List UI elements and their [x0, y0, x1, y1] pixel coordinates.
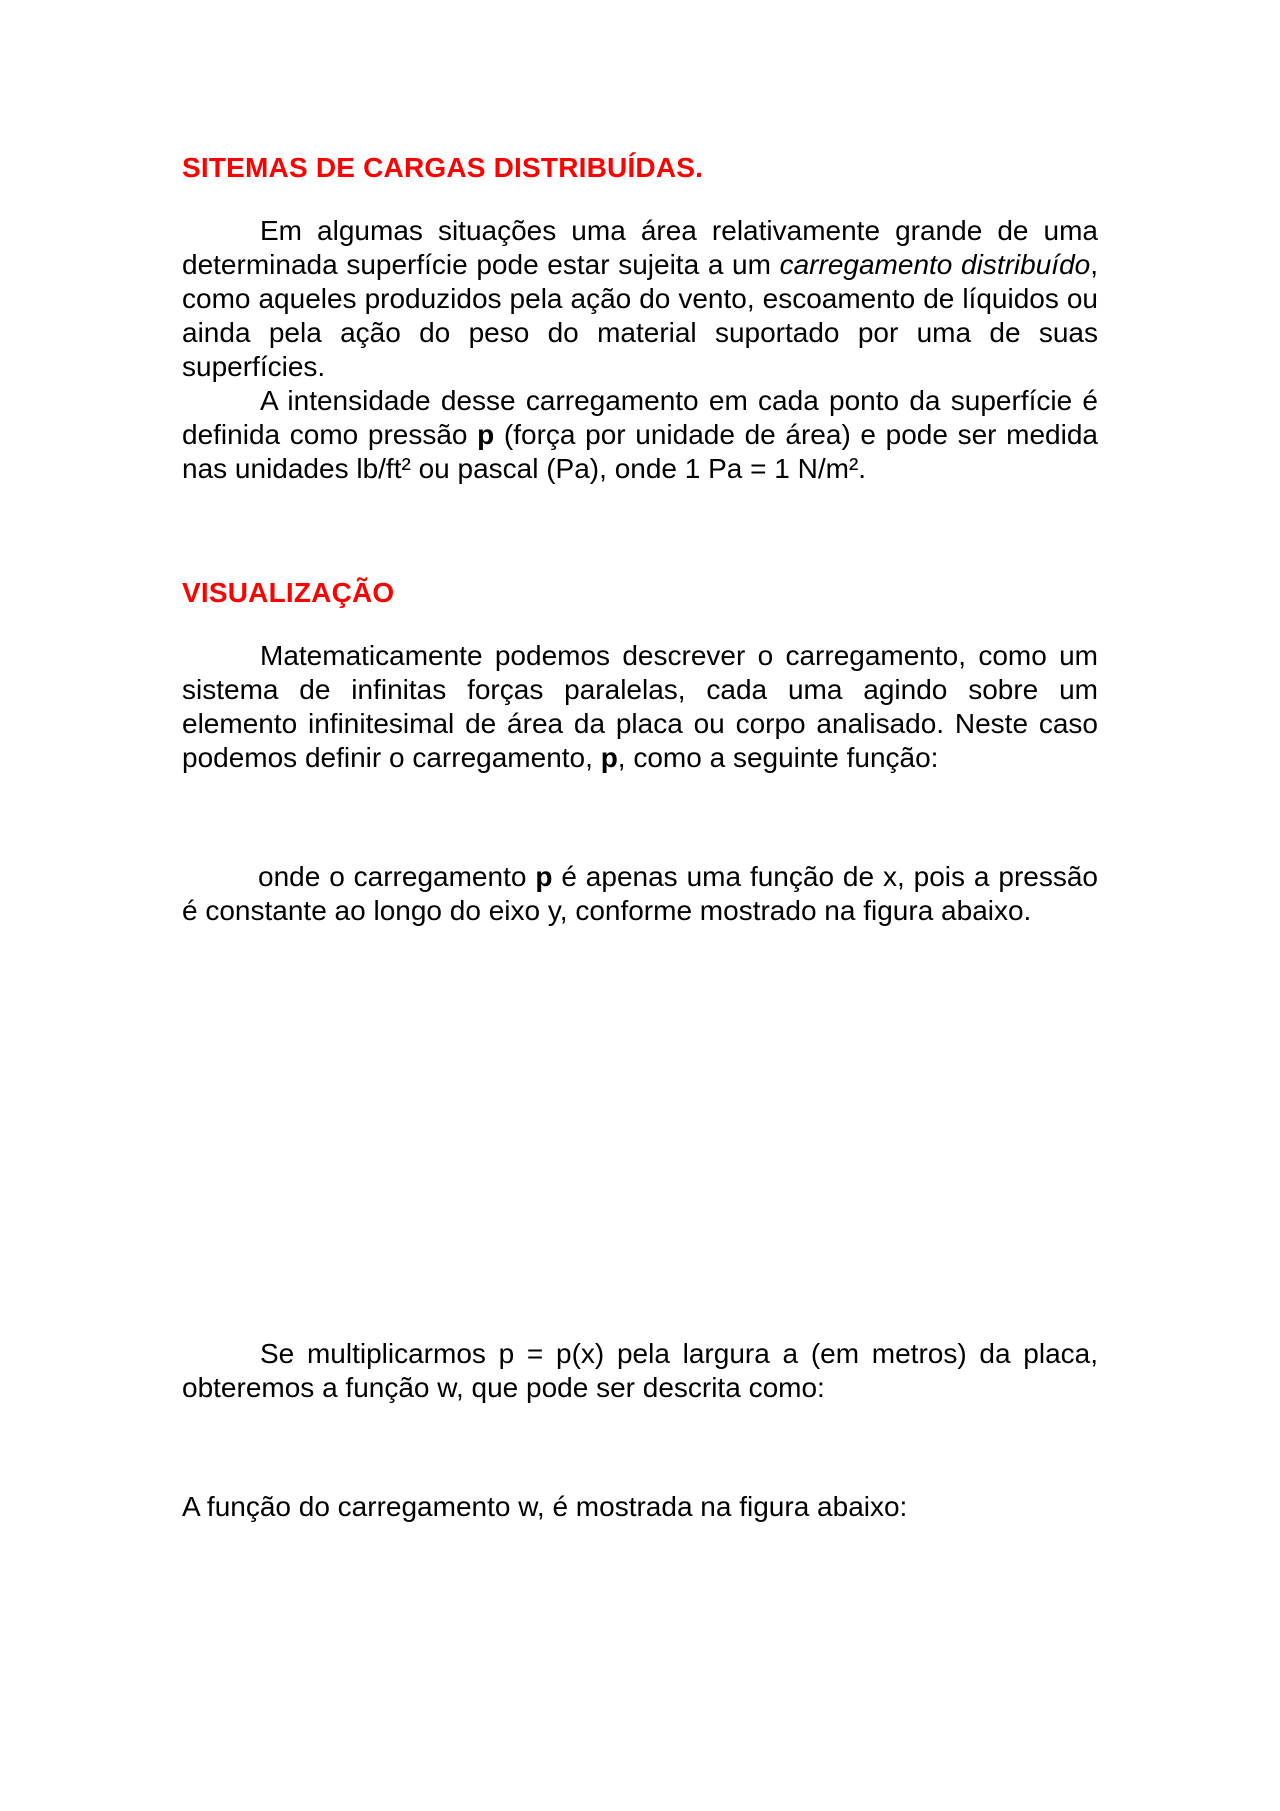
- paragraph-intro: [182, 214, 1098, 384]
- paragraph-onde-text-b: é apenas uma função de x, pois a pressão é constante ao longo do eixo y, conforme mostrado na figura abaixo.: [182, 861, 1098, 926]
- paragraph-multiplicarmos: Se multiplicarmos p = p(x) pela largura a (em metros) da placa, obteremos a função w, que pode ser descrita como:: [182, 1338, 1098, 1403]
- paragraph-intro-text-a: Em algumas situações uma área relativamente grande de uma determinada superfície pode estar sujeita a um: [182, 215, 1098, 280]
- paragraph-matematicamente-text-b: , como a seguinte função:: [617, 742, 939, 773]
- paragraph-intensidade-bold: p: [477, 419, 495, 450]
- equation-placeholder-w: [182, 1415, 1098, 1475]
- paragraph-matematicamente-text-a: Matematicamente podemos descrever o carregamento, como um sistema de infinitas forças paralelas, cada uma agindo sobre um elemento infinitesimal de área da placa ou corpo analisado. Neste caso podemos definir o carregamento,: [182, 640, 1098, 773]
- paragraph-intro-italic: carregamento distribuído: [779, 249, 1091, 280]
- paragraph-onde-bold: p: [535, 861, 553, 892]
- paragraph-funcao-w: A função do carregamento w, é mostrada na figura abaixo:: [182, 1491, 908, 1522]
- equation-placeholder-p: [182, 790, 1098, 850]
- paragraph-intensidade-text-b: (força por unidade de área) e pode ser medida nas unidades lb/ft² ou pascal (Pa), onde 1 Pa = 1 N/m².: [182, 419, 1098, 484]
- figure-placeholder-pressure: [182, 975, 1098, 1305]
- paragraph-intensidade-text-a: A intensidade desse carregamento em cada ponto da superfície é definida como pressão: [182, 385, 1098, 450]
- paragraph-matematicamente: [182, 639, 1098, 775]
- paragraph-matematicamente-bold: p: [600, 742, 618, 773]
- paragraph-intro-text-b: , como aqueles produzidos pela ação do vento, escoamento de líquidos ou ainda pela ação do peso do material suportado por uma de suas superfícies.: [182, 249, 1098, 382]
- figure-placeholder-load-w: [182, 1560, 1098, 1780]
- section-heading-cargas-distribuidas: SITEMAS DE CARGAS DISTRIBUÍDAS.: [182, 152, 704, 183]
- paragraph-onde: [182, 860, 1098, 928]
- paragraph-intensidade: [182, 384, 1098, 486]
- section-heading-visualizacao: VISUALIZAÇÃO: [182, 577, 395, 608]
- paragraph-onde-text-a: onde o carregamento: [258, 861, 536, 892]
